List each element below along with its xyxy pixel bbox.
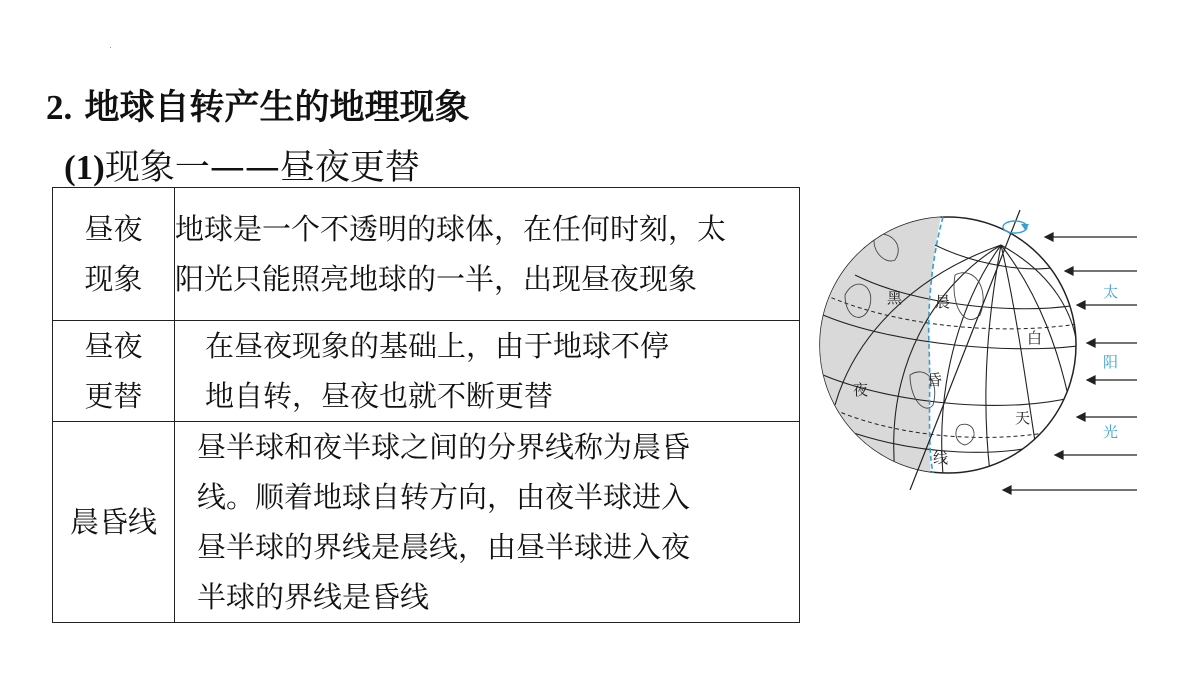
row-text-line: 地自转，昼夜也就不断更替 <box>205 379 554 413</box>
row-text-line: 在昼夜现象的基础上，由于地球不停 <box>205 329 670 363</box>
table-row <box>53 422 800 623</box>
day-night-globe-figure <box>815 205 1155 505</box>
section-heading <box>46 80 469 130</box>
label-bai: 白 <box>1027 329 1043 347</box>
row-label-cell <box>53 422 175 623</box>
label-hun: 昏 <box>927 371 943 389</box>
section-title: 地球自转产生的地理现象 <box>84 88 470 128</box>
row-text-line: 半球的界线是昏线 <box>197 580 430 614</box>
row-text-cell <box>175 188 800 321</box>
label-tian: 天 <box>1015 409 1031 427</box>
row-label-cell <box>53 188 175 321</box>
row-text-line: 阳光只能照亮地球的一半，出现昼夜现象 <box>175 262 698 296</box>
globe-diagram <box>815 205 1155 505</box>
row-text-line: 线。顺着地球自转方向，由夜半球进入 <box>197 480 691 514</box>
label-xian: 线 <box>933 449 949 467</box>
row-label-line: 更替 <box>84 379 143 413</box>
row-text-cell <box>175 321 800 422</box>
subsection-title: 现象一——昼夜更替 <box>104 148 420 188</box>
table-row <box>53 321 800 422</box>
label-chen: 晨 <box>935 293 951 311</box>
decorative-dot <box>110 47 111 48</box>
subsection-number: (1) <box>64 148 105 187</box>
sunlight-label-guang: 光 <box>1103 423 1119 441</box>
row-text-cell <box>175 422 800 623</box>
row-label-line: 晨昏线 <box>69 505 157 539</box>
sunlight-label-yang: 阳 <box>1103 353 1119 371</box>
label-ye: 夜 <box>853 381 869 399</box>
subsection-heading <box>64 140 420 190</box>
sunlight-label-tai: 太 <box>1103 283 1119 301</box>
rotation-arrowhead-icon <box>1021 224 1029 230</box>
phenomenon-table <box>52 187 800 623</box>
row-label-line: 昼夜 <box>84 212 143 246</box>
row-label-line: 现象 <box>84 262 143 296</box>
section-number: 2. <box>46 88 73 127</box>
table-row <box>53 188 800 321</box>
row-text-line: 昼半球和夜半球之间的分界线称为晨昏 <box>197 430 691 464</box>
row-text-line: 地球是一个不透明的球体，在任何时刻，太 <box>175 212 727 246</box>
night-hemisphere <box>815 205 943 505</box>
label-hei: 黑 <box>887 289 903 307</box>
row-label-cell <box>53 321 175 422</box>
row-label-line: 昼夜 <box>84 329 143 363</box>
row-text-line: 昼半球的界线是晨线，由昼半球进入夜 <box>197 530 691 564</box>
